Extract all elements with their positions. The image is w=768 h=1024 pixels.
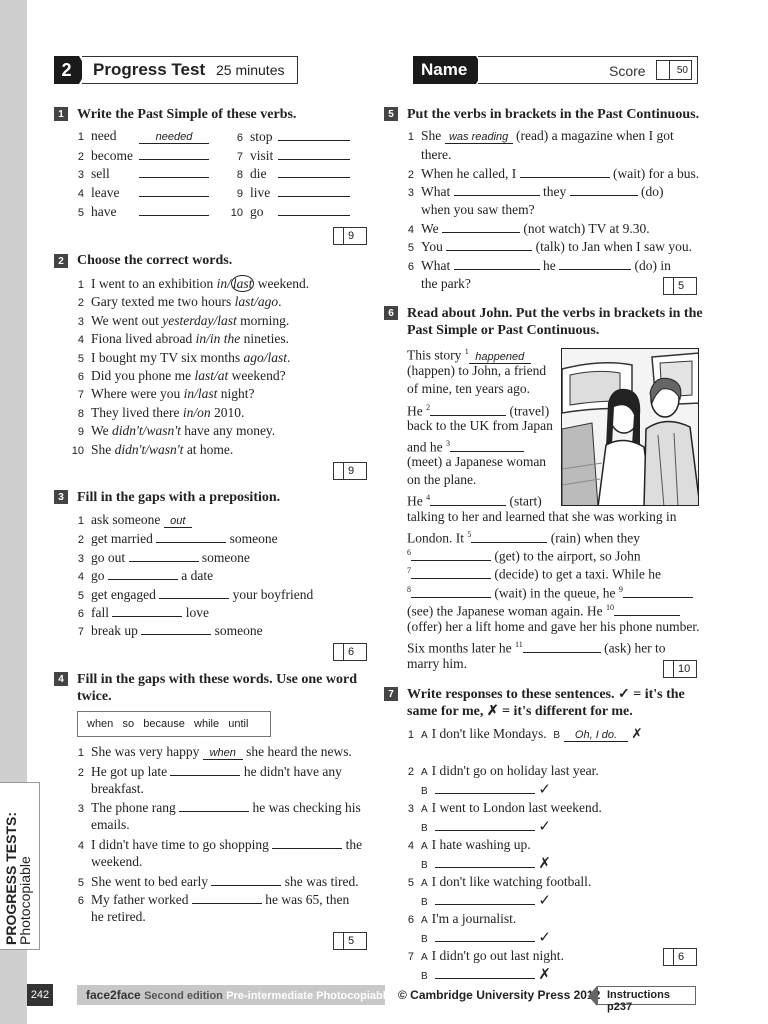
q4-item: 3 The phone rang he was checking his [77,800,361,815]
q2-item: 3 We went out yesterday/last morning. [77,312,290,328]
unit-number-badge: 2 [54,56,79,84]
q3-item: 3 go out someone [77,549,250,565]
question-number-3: 3 [54,490,68,504]
q5-item: 5 You (talk) to Jan when I saw you. [407,239,692,254]
answer-blank[interactable] [192,891,262,904]
q1-score-box: 9 [333,227,367,245]
q7-item: 5 A I don't like watching football. [407,874,592,889]
answer-blank[interactable] [108,567,178,580]
q5-item-cont: there. [421,146,452,162]
answer-blank[interactable] [559,257,631,270]
q1-heading: Write the Past Simple of these verbs. [77,107,297,122]
answer-blank[interactable] [454,257,540,270]
q2-item: 2 Gary texted me two hours last/ago. [77,294,282,310]
q2-item: 4 Fiona lived abroad in/in the nineties. [77,331,290,347]
q5-heading: Put the verbs in brackets in the Past Continuous. [407,107,700,122]
q4-item: 4 I didn't have time to go shopping the [77,837,363,852]
answer-blank[interactable] [112,604,182,617]
answer-blank[interactable] [278,184,350,197]
answer-blank[interactable] [139,165,209,178]
q6-story-line: London. It $^5$ (rain) when they [407,530,640,546]
q7-item: 3 A I went to London last weekend. [407,800,602,815]
q6-story-line: $^7$ (decide) to get a taxi. While he [407,566,661,582]
answer-blank[interactable] [139,203,209,216]
q5-item-cont: when you saw them? [421,201,535,217]
q4-heading: Fill in the gaps with these words. Use one word twice. [77,672,358,704]
question-number-1: 1 [54,107,68,121]
q1-item: 5 have [70,203,209,221]
q5-item: 6 What he (do) in [407,258,671,273]
q6-story-line: Six months later he $^{11}$ (ask) her to [407,640,666,656]
q5-score-box: 5 [663,277,697,295]
q7-response: B ✗ [421,856,551,872]
q4-item: 6 My father worked he was 65, then [77,892,350,907]
answer-blank[interactable] [159,586,229,599]
q6-story-line: (happen) to John, a friend [407,363,547,378]
q3-item: 5 get engaged your boyfriend [77,586,314,602]
q7-response: B ✓ [421,782,551,798]
q6-story-line: He $^2$ (travel) [407,403,550,419]
q6-story-line: on the plane. [407,472,477,487]
answer-blank[interactable] [156,530,226,543]
q6-story-line: marry him. [407,656,467,671]
q4-item-cont: he retired. [91,909,146,924]
answer-blank[interactable] [435,892,535,905]
q1-item: 3 sell [70,165,209,183]
answer-blank[interactable]: when [203,747,243,760]
answer-blank[interactable] [411,548,491,561]
test-title-box [82,56,298,84]
q1-item: 10 go [227,203,350,221]
question-number-7: 7 [384,687,398,701]
answer-blank[interactable] [442,220,520,233]
answer-blank[interactable] [139,147,209,160]
q3-item: 4 go a date [77,568,214,584]
question-number-4: 4 [54,672,68,686]
q6-story-line: This story $^1$ happened [407,344,531,364]
couple-on-plane-image [562,349,699,506]
answer-blank[interactable] [430,493,506,506]
answer-blank[interactable]: out [164,515,192,528]
name-field[interactable] [478,56,698,84]
name-label: Name [413,56,476,84]
answer-blank[interactable] [278,165,350,178]
q6-story-line: $^8$ (wait) in the queue, he $^9$ [407,582,693,602]
answer-blank[interactable] [170,763,240,776]
q2-item: 6 Did you phone me last/at weekend? [77,368,286,383]
answer-blank[interactable] [129,549,199,562]
q6-story-line: back to the UK from Japan [407,418,553,433]
answer-blank[interactable] [435,855,535,868]
q1-item: 6 stop [227,128,350,146]
answer-blank[interactable] [523,640,601,653]
answer-blank[interactable] [435,966,535,979]
question-number-6: 6 [384,306,398,320]
answer-blank[interactable] [435,818,535,831]
answer-blank[interactable] [179,799,249,812]
q3-heading: Fill in the gaps with a preposition. [77,490,281,505]
plane-illustration [561,348,699,506]
answer-blank[interactable] [211,873,281,886]
answer-blank[interactable] [454,183,540,196]
q2-item: 5 I bought my TV six months ago/last. [77,349,291,365]
q6-story-line: He $^4$ (start) [407,493,542,509]
q6-story-line: (offer) her a lift home and gave her his phone number. [407,619,700,634]
answer-blank[interactable] [430,403,506,416]
q7-response: B ✓ [421,819,551,835]
q1-item: 1 need needed [70,128,209,145]
q2-item: 8 They lived there in/on 2010. [77,404,245,420]
answer-blank[interactable]: needed [139,131,209,144]
q5-item: 2 When he called, I (wait) for a bus. [407,166,700,181]
q7-item: 4 A I hate washing up. [407,837,531,852]
q6-story-line: $^6$ (get) to the airport, so John [407,548,641,564]
q4-item: 5 She went to bed early she was tired. [77,874,359,889]
q6-score-box: 10 [663,660,697,678]
total-score-box: 50 [656,60,692,80]
q3-score-box: 6 [333,643,367,661]
q1-item: 7 visit [227,147,350,165]
answer-blank[interactable] [570,183,638,196]
q4-item-cont: breakfast. [91,781,144,796]
q4-item-cont: weekend. [91,854,143,869]
q5-item: 1 She was reading (read) a magazine when I got [407,128,674,143]
q6-story-line: and he $^3$ [407,436,524,456]
side-tab-label: PROGRESS TESTS: Photocopiable [3,811,33,945]
q2-heading: Choose the correct words. [77,253,233,268]
answer-blank[interactable] [614,603,680,616]
q1-item: 8 die [227,165,350,183]
q1-item: 4 leave [70,184,209,202]
test-duration: 25 minutes [216,62,285,78]
answer-blank[interactable] [435,929,535,942]
q6-story-line: (see) the Japanese woman again. He $^{10}$ [407,600,680,620]
test-title: Progress Test [93,60,206,79]
q2-score-box: 9 [333,462,367,480]
q5-item-cont: the park? [421,275,471,291]
footer-copyright: © Cambridge University Press 2012 [398,988,601,1002]
answer-blank[interactable] [272,836,342,849]
q6-story-line: of mine, ten years ago. [407,381,530,396]
q5-item: 3 What they (do) [407,184,664,199]
q4-item: 1 She was very happy when she heard the news. [77,744,352,759]
answer-blank[interactable] [411,585,491,598]
q5-item: 4 We (not watch) TV at 9.30. [407,221,650,236]
q2-item: 10 She didn't/wasn't at home. [71,441,234,457]
q3-item: 7 break up someone [77,623,263,639]
q6-heading: Read about John. Put the verbs in brackets in the Past Simple or Past Continuous. [407,306,703,338]
page-number: 242 [27,984,53,1006]
answer-blank[interactable]: happened [469,351,531,364]
q7-item: 6 A I'm a journalist. [407,911,517,926]
q1-item: 2 become [70,147,209,165]
answer-blank[interactable] [446,238,532,251]
answer-blank[interactable] [623,585,693,598]
answer-blank[interactable] [278,147,350,160]
q3-item: 2 get married someone [77,531,278,547]
q2-item: 9 We didn't/wasn't have any money. [77,423,276,439]
q4-item-cont: emails. [91,817,130,832]
q7-score-box: 6 [663,948,697,966]
q4-item: 2 He got up late he didn't have any [77,764,342,779]
answer-blank[interactable] [435,781,535,794]
instructions-link[interactable]: Instructions p237 [597,986,696,1005]
answer-blank[interactable] [520,165,610,178]
q4-word-box: when so because while until [77,711,271,737]
q7-item: 7 A I didn't go out last night. [407,948,564,963]
q1-item: 9 live [227,184,350,202]
q3-item: 6 fall love [77,605,209,620]
q7-heading: Write responses to these sentences. ✓ = it's the same for me, ✗ = it's different for me. [407,687,685,719]
answer-blank[interactable] [139,184,209,197]
footer-brand-bar: face2face Second edition Pre-intermediate Photocopiable [77,985,385,1005]
answer-blank[interactable] [450,439,524,452]
q7-response: B ✓ [421,930,551,946]
q2-item: 1 I went to an exhibition in/ last weekend. [77,276,310,291]
q2-item: 7 Where were you in/last night? [77,386,255,402]
answer-blank[interactable] [411,566,491,579]
answer-blank[interactable]: was reading [445,131,513,144]
q4-score-box: 5 [333,932,367,950]
q7-response: B ✓ [421,893,551,909]
answer-blank[interactable]: Oh, I do. [564,729,628,742]
q3-item: 1 ask someone out [70,512,192,529]
q6-story-line: talking to her and learned that she was working in [407,509,677,524]
answer-blank[interactable] [141,622,211,635]
question-number-2: 2 [54,254,68,268]
answer-blank[interactable] [278,128,350,141]
q7-item: 1 A I don't like Mondays. B Oh, I do. ✗ [407,726,643,741]
q6-story-line: (meet) a Japanese woman [407,454,547,469]
answer-blank[interactable] [278,203,350,216]
instructions-arrow-icon [588,986,597,1006]
q7-response: B ✗ [421,967,551,983]
answer-blank[interactable] [471,530,547,543]
q7-item: 2 A I didn't go on holiday last year. [407,763,599,778]
question-number-5: 5 [384,107,398,121]
score-label: Score [609,63,646,79]
